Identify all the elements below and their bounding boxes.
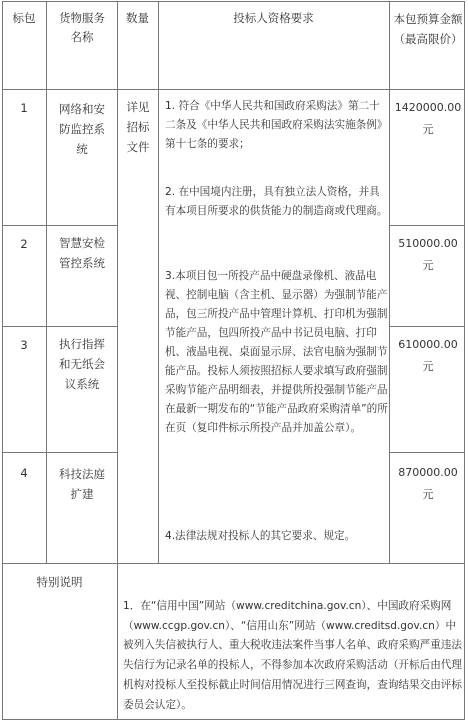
special-note-text: 1．在“信用中国”网站（www.creditchina.gov.cn）、中国政府采购网（www.ccgp.gov.cn）、“信用山东”网站（www.creditsd.gov.cn）中被列入失信被执行人、重大税收违法案件当事人名单、政府采购严重违法失信行为记录名单的投标人，不得参加本次政府采购活动（开标后由代理机构对投标人至投标截止时间信用情况进行三网查询，查询结果交由评标委员会认定）。 (123, 600, 462, 711)
quantity-cell: 详见招标文件 (126, 100, 150, 154)
row-amount: 1420000.00 元 (394, 101, 462, 136)
header-lot: 标包 (12, 11, 36, 25)
requirement-item: 4.法律法规对投标人的其它要求、规定。 (165, 530, 356, 542)
row-name: 网络和安防监控系统 (59, 102, 105, 156)
special-note-label: 特别说明 (36, 575, 83, 589)
col-divider (117, 1, 118, 720)
table-border-right (464, 1, 465, 720)
table-border-bottom (2, 719, 465, 720)
row-name: 执行指挥和无纸会议系统 (59, 337, 105, 391)
header-qty: 数量 (126, 11, 149, 25)
col-divider (158, 1, 159, 564)
row-amount: 510000.00 元 (398, 237, 458, 272)
row-divider (2, 452, 117, 453)
header-name: 货物服务名称 (59, 11, 105, 44)
row-name: 科技法庭扩建 (59, 467, 105, 501)
header-budget: 本包预算金额（最高限价） (393, 12, 463, 46)
table-border-top (2, 1, 465, 2)
row-divider (2, 326, 117, 327)
row-lot: 1 (20, 101, 28, 115)
row-lot: 3 (20, 338, 28, 352)
row-divider (389, 452, 465, 453)
col-divider (46, 1, 47, 564)
row-divider (2, 225, 117, 226)
row-lot: 4 (20, 466, 28, 480)
special-divider (2, 563, 465, 564)
row-divider (389, 326, 465, 327)
header-requirements: 投标人资格要求 (233, 11, 314, 25)
procurement-table (2, 1, 465, 720)
row-divider (389, 225, 465, 226)
row-amount: 870000.00 元 (398, 466, 458, 501)
requirement-item: 1. 符合《中华人民共和国政府采购法》第二十二条及《中华人民共和国政府采购法实施条例》第十七条的要求； (165, 100, 388, 150)
row-lot: 2 (20, 237, 28, 251)
requirement-item: 3.本项目包一所投产品中硬盘录像机、液晶电视、控制电脑（含主机、显示器）为强制节能产品，包三所投产品中管理计算机、打印机为强制节能产品，包四所投产品中书记员电脑、打印机、液晶电视、桌面显示屏、法官电脑为强制节能产品。投标人须按照招标人要求填写政府强制采购节能产品明细表，并提供所投强制节能产品在最新一期发布的“节能产品政府采购清单”的所在页（复印件标示所投产品并加盖公章）。 (165, 270, 388, 434)
row-name: 智慧安检管控系统 (59, 236, 105, 270)
requirement-item: 2. 在中国境内注册，具有独立法人资格，并具有本项目所要求的供货能力的制造商或代理商。 (165, 186, 388, 217)
header-divider (2, 89, 465, 90)
row-amount: 610000.00 元 (398, 338, 458, 373)
